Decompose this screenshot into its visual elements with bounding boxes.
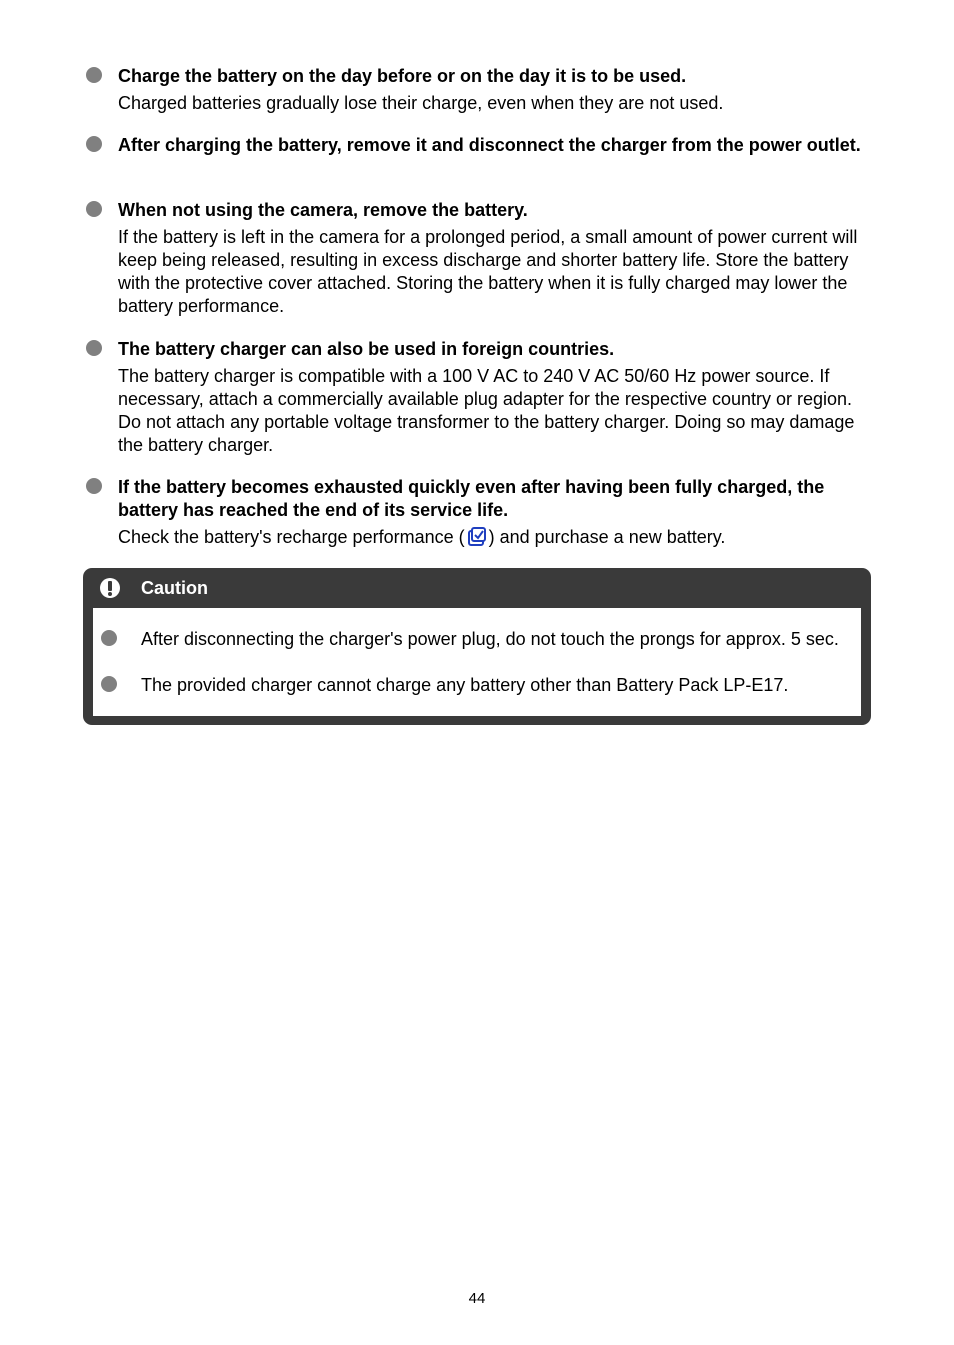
item-heading: When not using the camera, remove the battery. (118, 200, 528, 220)
bullet-icon (86, 136, 102, 152)
caution-item: The provided charger cannot charge any battery other than Battery Pack LP-E17. (101, 674, 851, 697)
bullet-icon (86, 478, 102, 494)
item-heading: If the battery becomes exhausted quickly even after having been fully charged, the battery has reached the end of its service life. (118, 477, 825, 520)
page-reference-icon[interactable] (467, 527, 487, 547)
item-heading: Charge the battery on the day before or on the day it is to be used. (118, 66, 687, 86)
list-item (86, 65, 876, 115)
list-item (86, 338, 876, 457)
caution-body (93, 608, 861, 716)
item-heading: The battery charger can also be used in foreign countries. (118, 339, 615, 359)
caution-icon (99, 577, 121, 599)
caution-box (83, 568, 871, 725)
item-heading: After charging the battery, remove it and disconnect the charger from the power outlet. (118, 135, 861, 155)
item-body: Check the battery's recharge performance ( ) and purchase a new battery. (118, 527, 726, 547)
item-body: Charged batteries gradually lose their charge, even when they are not used. (118, 93, 724, 113)
caution-title: Caution (141, 578, 208, 598)
bullet-icon (86, 67, 102, 83)
caution-item: After disconnecting the charger's power plug, do not touch the prongs for approx. 5 sec. (101, 628, 851, 651)
list-item (86, 476, 876, 549)
list-item (86, 134, 876, 157)
caution-header (83, 568, 871, 608)
bullet-icon (101, 676, 117, 692)
bullet-icon (101, 630, 117, 646)
bullet-icon (86, 340, 102, 356)
page-number: 44 (468, 1290, 486, 1307)
item-body: If the battery is left in the camera for a prolonged period, a small amount of power current will keep being released, resulting in excess discharge and shorter battery life. Store the battery with the protective cover attached. Storing the battery when it is fully charged may lower the battery performance. (118, 227, 858, 316)
item-body: The battery charger is compatible with a 100 V AC to 240 V AC 50/60 Hz power source. If necessary, attach a commercially available plug adapter for the respective country or region. Do not attach any portable voltage transformer to the battery charger. Doing so may damage the battery charger. (118, 366, 855, 455)
bullet-icon (86, 201, 102, 217)
list-item (86, 199, 876, 318)
